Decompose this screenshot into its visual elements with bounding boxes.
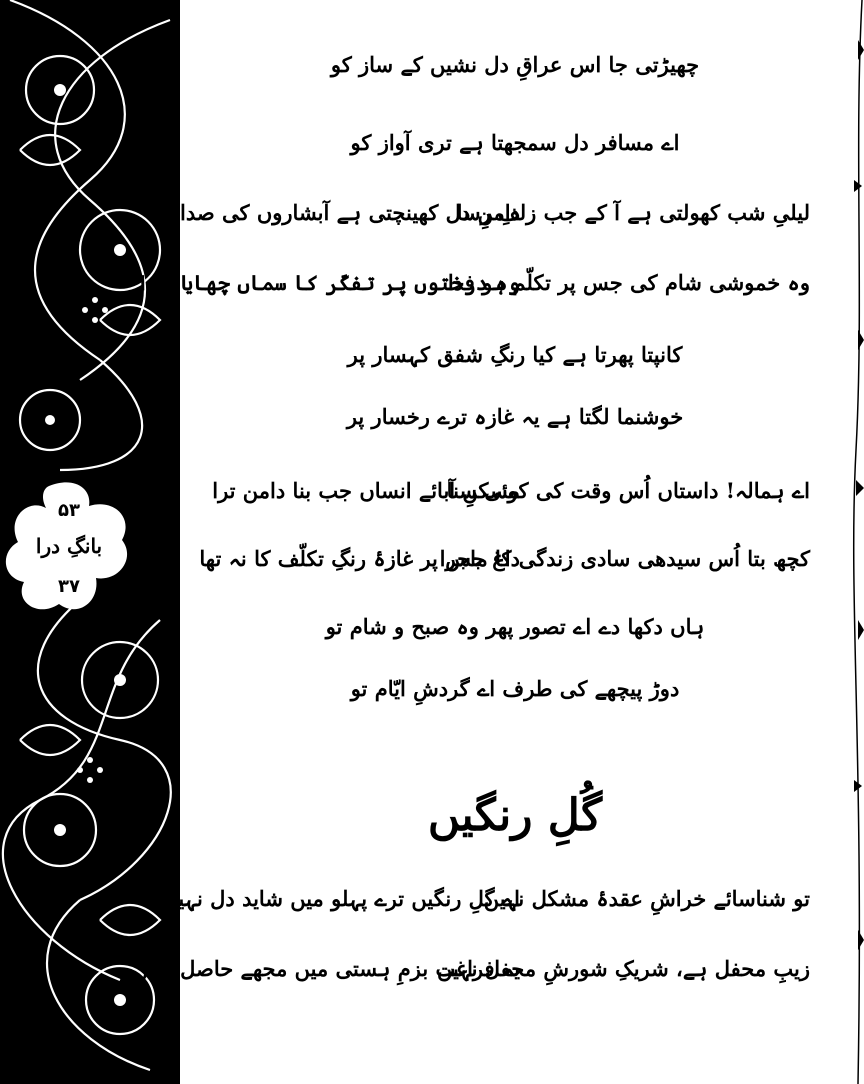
couplet-first-half: اے ہمالہ! داستاں اُس وقت کی کوئی سنا [446,478,810,503]
couplet-first-half: وہ خموشی شام کی جس پر تکلّم ہو فدا [447,270,810,295]
book-title: بانگِ درا [35,534,103,558]
poem-text [132,0,840,1084]
couplet-first-half: لیلیِ شب کھولتی ہے آ کے جب زلفِ رسا [456,200,810,225]
verse-line: کانپتا پھرتا ہے کیا رنگِ شفق کہسار پر [347,342,683,367]
verse-line: دوڑ پیچھے کی طرف اے گردشِ ایّام تو [350,676,680,701]
vine-ornament-icon [844,0,864,1084]
verse-line: چھیڑتی جا اس عراقِ دل نشیں کے ساز کو [330,52,700,77]
verse-line: اے مسافر دل سمجھتا ہے تری آواز کو [350,130,680,155]
couplet-first-half: تو شناسائے خراشِ عقدۂ مشکل نہیں [483,886,810,911]
ornamental-border-left [0,0,180,1084]
page-number-bottom: ۳۷ [58,576,80,597]
page-number-top: ۵۳ [58,500,80,521]
verse-line: خوشنما لگتا ہے یہ غازہ ترے رخسار پر [346,404,684,429]
couplet-second-half: اے گلِ رنگیں ترے پہلو میں شاید دل نہیں [162,886,520,911]
couplet-first-half: کچھ بتا اُس سیدھی سادی زندگی کا ماجرا [439,546,810,571]
page-number-badge [4,478,134,618]
ornamental-border-right [844,0,864,1084]
couplet-first-half: زیبِ محفل ہے، شریکِ شورشِ محفل نہیں [436,956,810,981]
couplet-second-half: مسکنِ آبائے انساں جب بنا دامن ترا [212,478,520,503]
couplet-second-half: وہ درختوں پر تفکّر کا سماں چھایا ہوا [136,270,520,295]
poem-heading: گُلِ رنگیں [427,790,603,841]
couplet-second-half: یہ فراغت بزمِ ہستی میں مجھے حاصل نہیں [132,956,520,981]
couplet-second-half: دامنِ دل کھینچتی ہے آبشاروں کی صدا [180,200,520,225]
verse-line: ہاں دکھا دے اے تصور پھر وہ صبح و شام تو [325,614,705,639]
couplet-second-half: داغ جس پر غازۂ رنگِ تکلّف کا نہ تھا [199,546,520,571]
